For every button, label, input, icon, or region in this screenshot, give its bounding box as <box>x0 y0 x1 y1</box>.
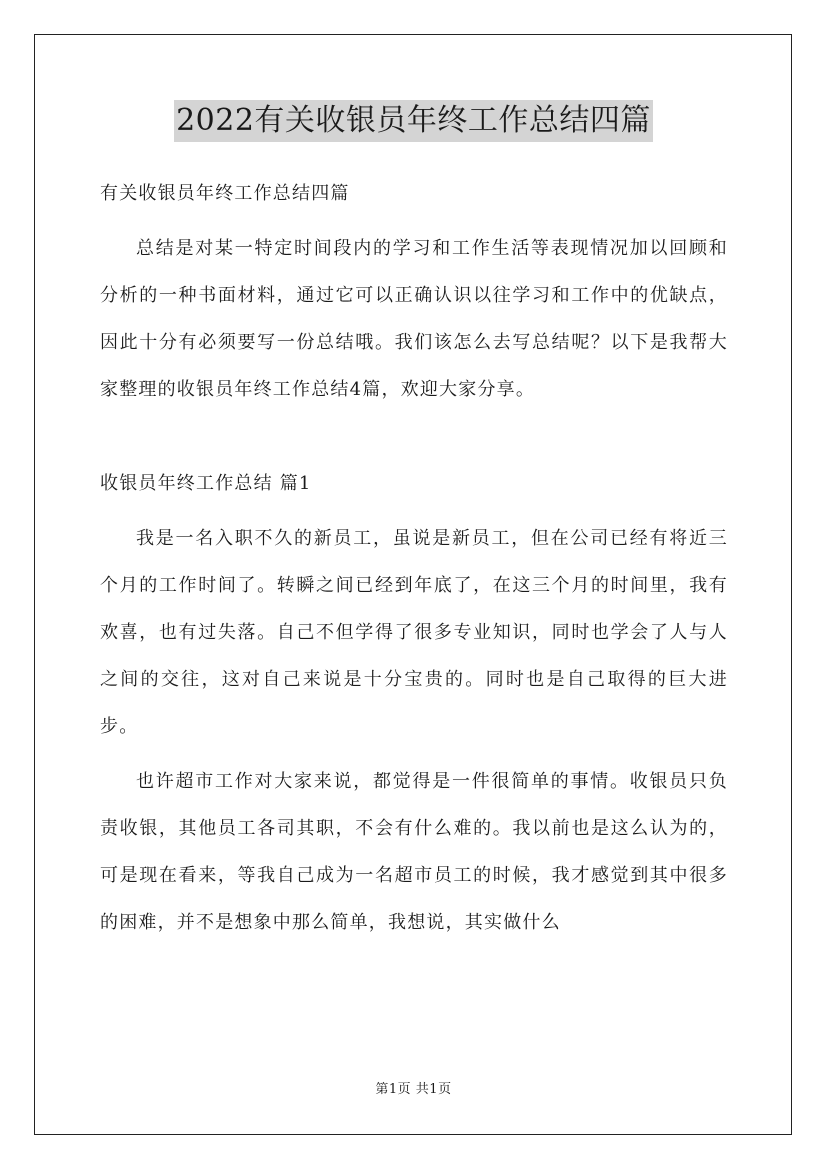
page-number: 第1页 共1页 <box>375 1082 452 1097</box>
body-paragraph-2: 也许超市工作对大家来说，都觉得是一件很简单的事情。收银员只负责收银，其他员工各司其职，不会有什么难的。我以前也是这么认为的，可是现在看来，等我自己成为一名超市员工的时候，我才感觉到其中很多的困难，并不是想象中那么简单，我想说，其实做什么 <box>100 771 728 933</box>
page-footer <box>0 1080 827 1100</box>
section-heading: 收银员年终工作总结 篇1 <box>100 473 312 494</box>
document-subtitle: 有关收银员年终工作总结四篇 <box>100 183 350 204</box>
title-container <box>0 100 827 142</box>
body-paragraph-1: 我是一名入职不久的新员工，虽说是新员工，但在公司已经有将近三个月的工作时间了。转瞬之间已经到年底了，在这三个月的时间里，我有欢喜，也有过失落。自己不但学得了很多专业知识，同时也学会了人与人之间的交往，这对自己来说是十分宝贵的。同时也是自己取得的巨大进步。 <box>100 528 728 737</box>
document-title: 2022有关收银员年终工作总结四篇 <box>174 100 653 142</box>
section-spacer <box>100 413 728 460</box>
intro-paragraph: 总结是对某一特定时间段内的学习和工作生活等表现情况加以回顾和分析的一种书面材料，通过它可以正确认识以往学习和工作中的优缺点，因此十分有必须要写一份总结哦。我们该怎么去写总结呢？以下是我帮大家整理的收银员年终工作总结4篇，欢迎大家分享。 <box>100 238 728 400</box>
document-body <box>100 170 728 946</box>
